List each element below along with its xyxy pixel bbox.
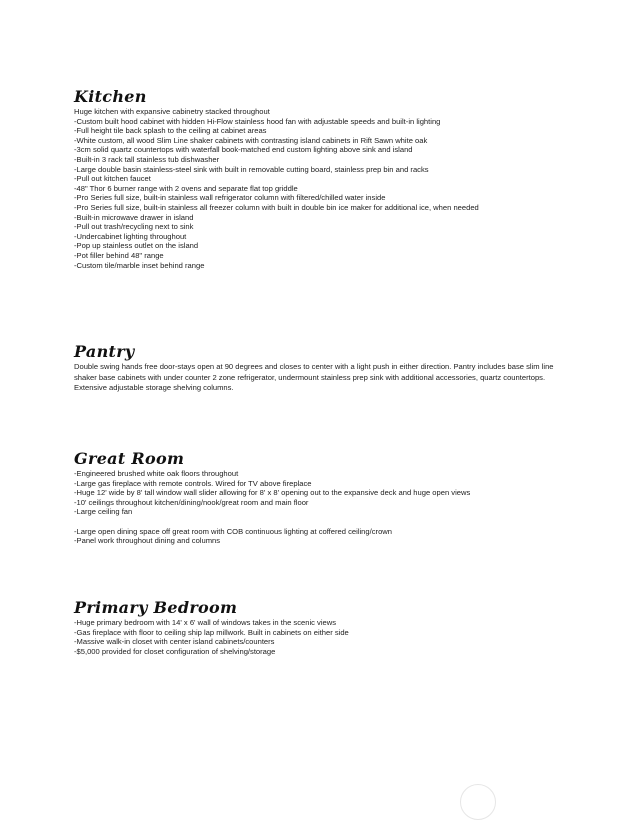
- great-room-list-2: [74, 527, 574, 546]
- great-room-section: [74, 450, 574, 546]
- kitchen-list: [74, 107, 574, 270]
- faint-circle-mark: [460, 784, 496, 820]
- primary-bedroom-section: [74, 599, 574, 656]
- kitchen-line: -Custom built hood cabinet with hidden Hi-Flow stainless hood fan with adjustable speeds and built-in lighting: [74, 116, 441, 126]
- primary-bedroom-heading: Primary Bedroom: [74, 598, 238, 617]
- kitchen-section: [74, 88, 574, 270]
- pantry-heading: Pantry: [74, 342, 135, 361]
- kitchen-line: -Pull out trash/recycling next to sink: [74, 222, 194, 232]
- great-room-list: [74, 469, 574, 517]
- kitchen-line: -3cm solid quartz countertops with waterfall book-matched end custom lighting above sink and island: [74, 145, 413, 155]
- kitchen-line: -Large double basin stainless-steel sink with built in removable cutting board, stainless prep bin and racks: [74, 164, 429, 174]
- great-room-line: -Panel work throughout dining and columns: [74, 536, 221, 546]
- kitchen-line: -48" Thor 6 burner range with 2 ovens and separate flat top griddle: [74, 183, 298, 193]
- kitchen-line: -Pro Series full size, built-in stainless all freezer column with built in double bin ice maker for additional ice, when needed: [74, 202, 479, 212]
- great-room-line: -Large gas fireplace with remote controls. Wired for TV above fireplace: [74, 478, 312, 488]
- kitchen-line: -Pop up stainless outlet on the island: [74, 241, 199, 251]
- kitchen-line: -Built-in 3 rack tall stainless tub dishwasher: [74, 154, 220, 164]
- primary-bedroom-line: -Massive walk-in closet with center island cabinets/counters: [74, 637, 275, 647]
- great-room-line: -Huge 12' wide by 8' tall window wall slider allowing for 8' x 8' opening out to the expansive deck and huge open views: [74, 488, 471, 498]
- primary-bedroom-line: -$5,000 provided for closet configuration of shelving/storage: [74, 646, 276, 656]
- kitchen-line: -Pot filler behind 48" range: [74, 250, 164, 260]
- kitchen-line: -Undercabinet lighting throughout: [74, 231, 187, 241]
- kitchen-line: -Built-in microwave drawer in island: [74, 212, 194, 222]
- kitchen-line: Huge kitchen with expansive cabinetry stacked throughout: [74, 107, 270, 116]
- great-room-line: -Engineered brushed white oak floors throughout: [74, 469, 239, 478]
- primary-bedroom-list: [74, 618, 574, 656]
- kitchen-line: -Full height tile back splash to the ceiling at cabinet areas: [74, 126, 267, 136]
- kitchen-line: -Pull out kitchen faucet: [74, 174, 151, 184]
- kitchen-line: -Custom tile/marble inset behind range: [74, 260, 205, 270]
- kitchen-line: -White custom, all wood Slim Line shaker cabinets with contrasting island cabinets in Rift Sawn white oak: [74, 135, 428, 145]
- spacer: [74, 517, 574, 527]
- pantry-paragraph: Double swing hands free door-stays open at 90 degrees and closes to center with a light push in either direction. Pantry includes base slim line shaker base cabinets with under counter 2 zone refrigerator, undermount stainless prep sink with additional accessories, quartz countertops. Extensive adjustable storage shelving columns.: [74, 362, 554, 393]
- great-room-line: -Large ceiling fan: [74, 507, 133, 517]
- kitchen-line: -Pro Series full size, built-in stainless wall refrigerator column with filtered/chilled water inside: [74, 193, 386, 203]
- kitchen-heading: Kitchen: [74, 87, 147, 106]
- pantry-section: [74, 343, 574, 394]
- primary-bedroom-line: -Huge primary bedroom with 14' x 6' wall of windows takes in the scenic views: [74, 618, 337, 627]
- great-room-heading: Great Room: [74, 449, 185, 468]
- great-room-line: -10' ceilings throughout kitchen/dining/nook/great room and main floor: [74, 497, 309, 507]
- great-room-line: -Large open dining space off great room with COB continuous lighting at coffered ceiling/crown: [74, 526, 392, 536]
- primary-bedroom-line: -Gas fireplace with floor to ceiling ship lap millwork. Built in cabinets on either side: [74, 627, 349, 637]
